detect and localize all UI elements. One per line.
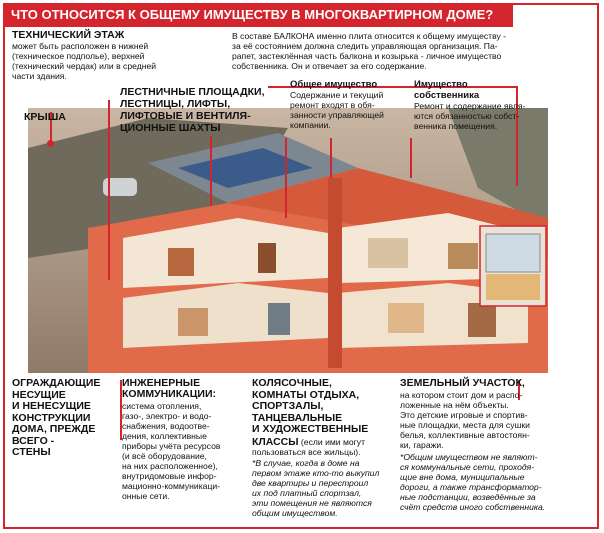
- strollers-line: пользоваться все жильцы).: [252, 447, 361, 457]
- engineering-line: внутридомовые инфор-: [122, 471, 217, 481]
- strollers-heading-line: ТАНЦЕВАЛЬНЫЕ: [252, 411, 343, 424]
- strollers-note-line: первом этаже кто-то выкупил: [252, 468, 380, 478]
- stairs-line: ЛИФТОВЫЕ И ВЕНТИЛЯ-: [120, 110, 251, 122]
- common-property-line: Содержание и текущий: [290, 90, 384, 100]
- engineering-text: [122, 401, 247, 501]
- common-property-line: занности управляющей: [290, 110, 384, 120]
- stairs-line: ЦИОННЫЕ ШАХТЫ: [120, 122, 221, 134]
- walls-line: КОНСТРУКЦИИ: [12, 411, 91, 424]
- land-note-line: счёт средств иного собственника.: [400, 502, 546, 512]
- engineering-line: на них расположенное),: [122, 461, 218, 471]
- strollers-heading-line: СПОРТЗАЛЫ,: [252, 400, 324, 412]
- engineering-heading-line: КОММУНИКАЦИИ:: [122, 388, 216, 400]
- strollers-heading-line: И ХУДОЖЕСТВЕННЫЕ: [252, 423, 369, 435]
- connector-common: [330, 138, 332, 178]
- walls-heading: [12, 378, 122, 459]
- balcony-line: собственника. Он и отвечает за его содержание.: [232, 61, 427, 71]
- balcony-text: [232, 31, 592, 71]
- engineering-line: (и всё оборудование,: [122, 451, 207, 461]
- strollers-heading-line: КОМНАТЫ ОТДЫХА,: [252, 388, 360, 401]
- house-cutaway-illustration: [28, 108, 548, 373]
- connector-strollers: [285, 138, 287, 218]
- roof-heading: КРЫША: [24, 111, 66, 123]
- tech-floor-heading: ТЕХНИЧЕСКИЙ ЭТАЖ: [12, 29, 125, 41]
- land-line: Это детские игровые и спортив-: [400, 410, 528, 420]
- strollers-note-line: *В случае, когда в доме на: [252, 458, 360, 468]
- strollers-heading-line: КОЛЯСОЧНЫЕ,: [252, 377, 332, 389]
- land-note-line: дороги, а также трансформатор-: [400, 482, 542, 492]
- common-property-heading: Общее имущество: [290, 79, 378, 90]
- strollers-heading-last: КЛАССЫ: [252, 436, 299, 448]
- connector-tech-floor: [108, 100, 110, 280]
- tech-floor-line: (техническое подполье), верхней: [12, 51, 145, 61]
- engineering-line: мационно-коммуникаци-: [122, 481, 221, 491]
- walls-line: ДОМА, ПРЕЖДЕ: [12, 423, 96, 435]
- owner-property-heading-line: собственника: [414, 90, 480, 101]
- land-line: ные площадки, места для сушки: [400, 420, 530, 430]
- land-heading: ЗЕМЕЛЬНЫЙ УЧАСТОК,: [400, 377, 525, 389]
- land-line: на котором стоит дом и распо-: [400, 390, 523, 400]
- tech-floor-line: может быть расположен в нижней: [12, 41, 149, 51]
- strollers-text: [252, 437, 392, 457]
- connector-stairs: [210, 136, 212, 206]
- land-line: ки, гаражи.: [400, 440, 444, 450]
- stairs-heading: [120, 86, 290, 134]
- strollers-note: [252, 458, 392, 518]
- owner-property-line: Ремонт и содержание явля-: [414, 101, 526, 111]
- engineering-line: газо-, электро- и водо-: [122, 411, 212, 421]
- strollers-last-line: [252, 437, 392, 447]
- owner-property-line: ются обязанностью собст-: [414, 111, 520, 121]
- walls-line: НЕСУЩИЕ: [12, 388, 66, 401]
- land-note-line: ные подстанции, возведённые за: [400, 492, 536, 502]
- connector-owner: [410, 138, 412, 178]
- engineering-line: дения, коллективные: [122, 431, 207, 441]
- walls-line: И НЕНЕСУЩИЕ: [12, 400, 91, 412]
- land-text: [400, 390, 595, 450]
- land-note-line: щие вне дома, муниципальные: [400, 472, 525, 482]
- engineering-line: система отопления,: [122, 401, 202, 411]
- strollers-note-line: их под платный спортзал,: [252, 488, 362, 498]
- walls-line: ОГРАЖДАЮЩИЕ: [12, 377, 101, 389]
- tech-floor-line: части здания.: [12, 71, 67, 81]
- tech-floor-line: (технический чердак) или в средней: [12, 61, 157, 71]
- common-property-line: компании.: [290, 120, 331, 130]
- common-property-text: [290, 90, 410, 130]
- walls-line: ВСЕГО -: [12, 434, 55, 447]
- stairs-line: ЛЕСТНИЧНЫЕ ПЛОЩАДКИ,: [120, 86, 265, 98]
- engineering-line: онные сети.: [122, 491, 170, 501]
- land-line: белья, коллективные автостоян-: [400, 430, 530, 440]
- strollers-note-line: эти помещения не являются: [252, 498, 372, 508]
- walls-line: СТЕНЫ: [12, 446, 51, 458]
- page-title: ЧТО ОТНОСИТСЯ К ОБЩЕМУ ИМУЩЕСТВУ В МНОГОКВАРТИРНОМ ДОМЕ?: [3, 3, 513, 27]
- strollers-heading-tail: (если ими могут: [298, 437, 366, 447]
- owner-property-heading: [414, 79, 479, 101]
- owner-property-line: венника помещения.: [414, 121, 498, 131]
- land-line: ложенные на нём объекты.: [400, 400, 509, 410]
- engineering-heading: [122, 378, 242, 400]
- land-note-line: ся коммунальные сети, проходя-: [400, 462, 535, 472]
- balcony-line: В составе БАЛКОНА именно плита относится к общему имуществу -: [232, 31, 507, 41]
- land-note-line: *Общим имуществом не являют-: [400, 452, 538, 462]
- common-property-line: ремонт входят в обя-: [290, 100, 375, 110]
- engineering-line: приборы учёта ресурсов: [122, 441, 221, 451]
- strollers-heading: [252, 378, 392, 436]
- balcony-line: за её состоянием должна следить управляющая организация. Па-: [232, 41, 498, 51]
- balcony-line: рапет, застеклённая часть балкона и козырька - личное имущество: [232, 51, 502, 61]
- owner-property-text: [414, 101, 564, 131]
- strollers-note-line: общим имуществом.: [252, 508, 338, 518]
- engineering-heading-line: ИНЖЕНЕРНЫЕ: [122, 377, 201, 389]
- land-note: [400, 452, 595, 512]
- tech-floor-text: [12, 41, 202, 81]
- engineering-line: снабжения, водоотве-: [122, 421, 210, 431]
- connector-roof-dot: [47, 140, 54, 147]
- strollers-note-line: две квартиры и перестроил: [252, 478, 369, 488]
- owner-property-heading-line: Имущество: [414, 79, 468, 90]
- stairs-line: ЛЕСТНИЦЫ, ЛИФТЫ,: [120, 98, 231, 110]
